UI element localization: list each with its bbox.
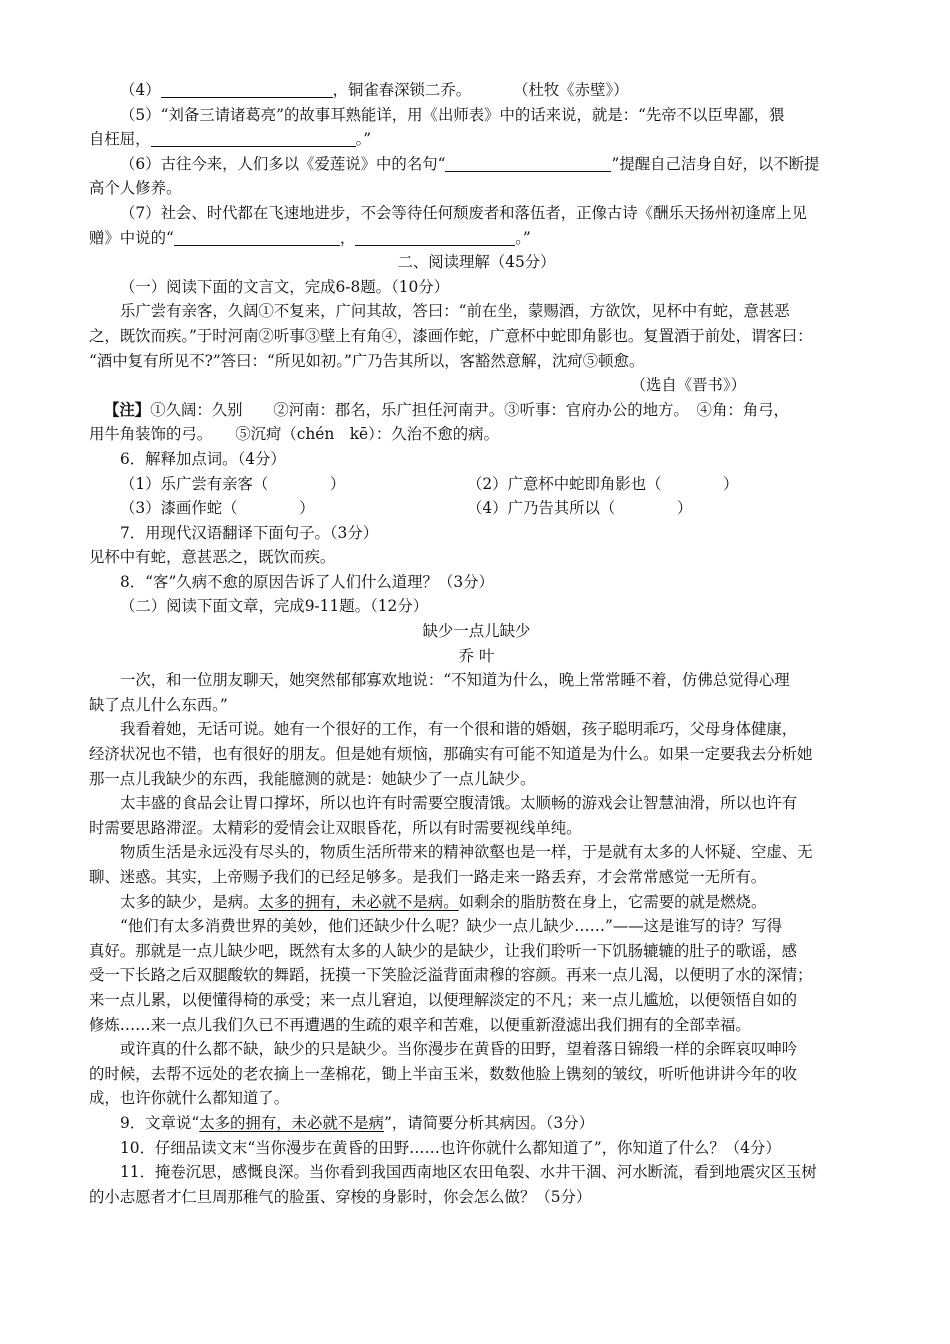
question-11: 的小志愿者才仁旦周那稚气的脸蛋、穿梭的身影时，你会怎么做？（5分）	[89, 1187, 592, 1206]
underlined-quote: 太多的拥有，未必就不是病	[199, 1113, 384, 1132]
article-paragraph: 物质生活是永远没有尽头的，物质生活所带来的精神欲壑也是一样，于是就有太多的人怀疑、空虚、无	[120, 843, 813, 862]
q6-items-row	[89, 496, 864, 521]
exam-content	[89, 78, 864, 1209]
article-paragraph: 经济状况也不错，也有很好的朋友。但是她有烦恼，那确实有可能不知道是为什么。如果一定要我去分析她	[89, 745, 813, 764]
question-6-heading: 6．解释加点词。（4分）	[120, 449, 286, 468]
q6-item: （4）广乃告其所以（ ）	[467, 499, 693, 518]
article-paragraph: 时需要思路滞涩。太精彩的爱情会让双眼昏花，所以有时需要视线单纯。	[89, 818, 582, 837]
answer-blank[interactable]	[355, 228, 515, 246]
article-paragraph: 那一点儿我缺少的东西，我能臆测的就是：她缺少了一点儿缺少。	[89, 769, 536, 788]
question-6-line2: 高个人修养。	[89, 179, 182, 198]
article-paragraph: 我看着她，无话可说。她有一个很好的工作，有一个很和谐的婚姻，孩子聪明乖巧，父母身体健康，	[120, 720, 798, 739]
article-author: 乔 叶	[458, 646, 495, 665]
article-paragraph: 受一下长路之后双腿酸软的舞蹈，抚摸一下笑脸泛溢背面肃穆的容颜。再来一点儿渴，以便明了水的深情；	[89, 966, 813, 985]
q6-item: （3）漆画作蛇（ ）	[120, 499, 315, 518]
article-paragraph: 的时候，去帮不远处的老农摘上一垄棉花，锄上半亩玉米，数数他脸上镌刻的皱纹，听听他讲讲今年的收	[89, 1064, 797, 1083]
article-paragraph: 或许真的什么都不缺，缺少的只是缺少。当你漫步在黄昏的田野，望着落日锦缎一样的余晖哀叹呻吟	[120, 1040, 798, 1059]
q6-items-row	[89, 472, 864, 497]
question-9: 9．文章说“太多的拥有，未必就不是病”，请简要分析其病因。（3分）	[120, 1113, 594, 1132]
notes-line2: 用牛角装饰的弓。 ⑤沉疴（chén kē）：久治不愈的病。	[89, 425, 499, 444]
question-11: 11．掩卷沉思，感慨良深。当你看到我国西南地区农田龟裂、水井干涸、河水断流，看到地震灾区玉树	[120, 1163, 817, 1182]
article-paragraph: 来一点儿累，以便懂得椅的承受；来一点儿窘迫，以便理解淡定的不凡；来一点儿尴尬，以便领悟自如的	[89, 990, 797, 1009]
classical-text-line: “酒中复有所见不?”答曰：“所见如初。”广乃告其所以，客豁然意解，沈疴⑤顿愈。	[89, 351, 645, 370]
question-8: 8．“客”久病不愈的原因告诉了人们什么道理？（3分）	[120, 572, 494, 591]
article-paragraph: 成，也许你就什么都知道了。	[89, 1089, 290, 1108]
article-paragraph: 真好。那就是一点儿缺少吧，既然有太多的人缺少的是缺少，让我们聆听一下饥肠辘辘的肚子的歌谣，感	[89, 941, 797, 960]
q6-item: （1）乐广尝有亲客（ ）	[120, 474, 346, 493]
article-paragraph: 修炼……来一点儿我们久已不再遭遇的生疏的艰辛和苦难，以便重新澄滤出我们拥有的全部幸福。	[89, 1015, 751, 1034]
answer-blank[interactable]	[161, 80, 333, 98]
question-5-line2: 自枉屈， 。”	[89, 130, 372, 149]
classical-text-source: （选自《晋书》）	[630, 376, 746, 395]
article-paragraph: 太多的缺少，是病。太多的拥有，未必就不是病。如剩余的脂肪赘在身上，它需要的就是燃烧。	[120, 892, 767, 911]
q6-item: （2）广意杯中蛇即角影也（ ）	[467, 474, 739, 493]
answer-blank[interactable]	[174, 228, 340, 246]
classical-text-line: 乐广尝有亲客，久阔①不复来，广问其故，答曰：“前在坐，蒙赐酒，方欲饮，见杯中有蛇，意甚恶	[120, 302, 790, 321]
part2-heading: （二）阅读下面文章，完成9-11题。（12分）	[120, 597, 429, 616]
article-paragraph: 聊、迷惑。其实，上帝赐予我们的已经足够多。是我们一路走来一路丢弃，才会常常感觉一无所有。	[89, 868, 767, 886]
answer-blank[interactable]	[445, 154, 611, 172]
question-7-line2: 赠》中说的“ ， 。”	[89, 228, 531, 247]
answer-blank[interactable]	[151, 129, 356, 147]
question-10: 10．仔细品读文末“当你漫步在黄昏的田野……也许你就什么都知道了”，你知道了什么？（4分）	[120, 1138, 781, 1157]
section-2-title: 二、阅读理解（45分）	[397, 253, 556, 272]
question-7-sentence: 见杯中有蛇，意甚恶之，既饮而疾。	[89, 548, 336, 567]
article-paragraph: 缺了点儿什么东西。”	[89, 695, 228, 714]
article-paragraph: “他们有太多消费世界的美妙，他们还缺少什么呢？缺少一点儿缺少……”——这是谁写的诗？写得	[120, 917, 783, 936]
article-paragraph: 一次，和一位朋友聊天，她突然郁郁寡欢地说：“不知道为什么，晚上常常睡不着，仿佛总觉得心理	[120, 671, 790, 690]
article-title: 缺少一点儿缺少	[422, 622, 531, 641]
question-7-heading: 7．用现代汉语翻译下面句子。（3分）	[120, 523, 379, 542]
question-5-line1: （5）“刘备三请诸葛亮”的故事耳熟能详，用《出师表》中的话来说，就是：“先帝不以臣卑鄙，猥	[120, 105, 785, 124]
article-paragraph: 太丰盛的食品会让胃口撑坏，所以也许有时需要空腹清饿。太顺畅的游戏会让智慧油滑，所以也许有	[120, 794, 798, 813]
question-7-line1: （7）社会、时代都在飞速地进步，不会等待任何颓废者和落伍者，正像古诗《酬乐天扬州初逢席上见	[120, 203, 807, 222]
part1-heading: （一）阅读下面的文言文，完成6-8题。（10分）	[120, 277, 450, 296]
underlined-sentence: 太多的拥有，未必就不是病。	[258, 892, 459, 911]
question-6-line1: （6）古往今来，人们多以《爱莲说》中的名句“ ”提醒自己洁身自好，以不断提	[120, 154, 820, 173]
question-4: （4） ，铜雀春深锁二乔。 （杜牧《赤壁》）	[120, 81, 629, 99]
classical-text-line: 之，既饮而疾。”于时河南②听事③壁上有角④，漆画作蛇，广意杯中蛇即角影也。复置酒于前处，谓客曰：	[89, 326, 813, 345]
notes-line1: 【注】①久阔：久别 ②河南：郡名，乐广担任河南尹。③听事：官府办公的地方。 ④角：角弓，	[104, 400, 789, 419]
